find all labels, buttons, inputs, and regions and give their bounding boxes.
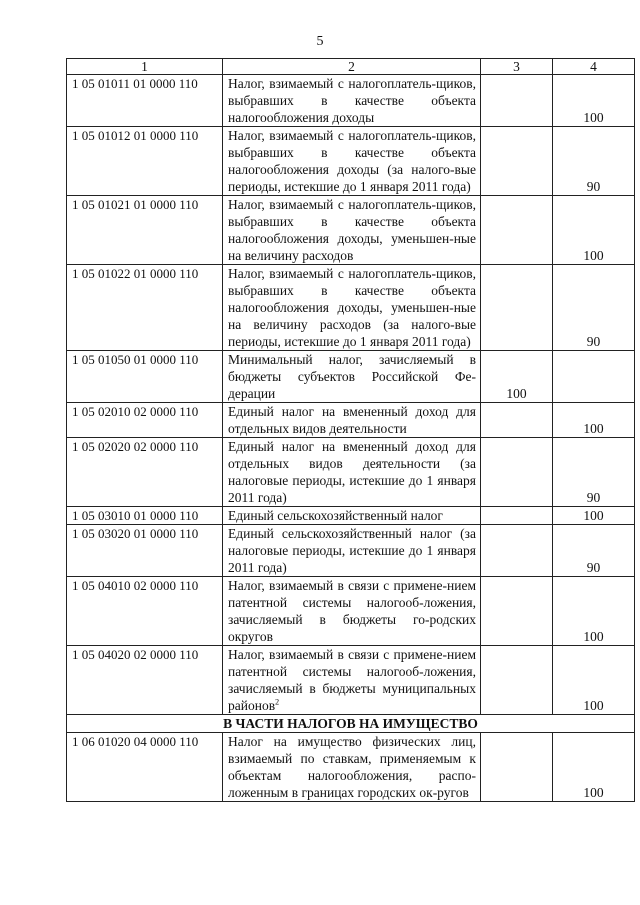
value-col4: 100 (553, 646, 635, 715)
table-row (67, 351, 635, 403)
tax-name: Налог, взимаемый с налогоплатель-щиков, выбравших в качестве объекта налогообложения доходы, уменьшен-ные на величину расходов (223, 196, 481, 265)
tax-name: Налог, взимаемый с налогоплатель-щиков, выбравших в качестве объекта налогообложения доходы (223, 75, 481, 127)
page-number: 5 (316, 34, 324, 49)
column-header: 3 (481, 59, 553, 75)
table-row (67, 733, 635, 802)
column-header: 2 (223, 59, 481, 75)
value-col3 (481, 438, 553, 507)
value-col4 (553, 351, 635, 403)
value-col4: 100 (553, 75, 635, 127)
table-row (67, 525, 635, 577)
budget-code: 1 05 03020 01 0000 110 (67, 525, 223, 577)
budget-code: 1 05 01050 01 0000 110 (67, 351, 223, 403)
value-col4: 90 (553, 265, 635, 351)
value-col3 (481, 577, 553, 646)
budget-code: 1 05 03010 01 0000 110 (67, 507, 223, 525)
budget-code: 1 06 01020 04 0000 110 (67, 733, 223, 802)
budget-code: 1 05 04010 02 0000 110 (67, 577, 223, 646)
budget-code: 1 05 01011 01 0000 110 (67, 75, 223, 127)
value-col4: 90 (553, 127, 635, 196)
tax-name: Налог, взимаемый в связи с примене-нием патентной системы налогооб-ложения, зачисляемый в бюджеты го-родских округов (223, 577, 481, 646)
table-header-row (67, 59, 635, 75)
table-row (67, 438, 635, 507)
tax-name: Налог на имущество физических лиц, взимаемый по ставкам, применяемым к объектам налогообложения, распо-ложенным в границах городских ок-ругов (223, 733, 481, 802)
table-row (67, 507, 635, 525)
tax-name: Налог, взимаемый с налогоплатель-щиков, выбравших в качестве объекта налогообложения доходы, уменьшен-ные на величину расходов (за налого-вые периоды, истекшие до 1 января 2011 года) (223, 265, 481, 351)
tax-name: Налог, взимаемый с налогоплатель-щиков, выбравших в качестве объекта налогообложения доходы (за налого-вые периоды, истекшие до 1 января 2011 года) (223, 127, 481, 196)
section-heading: В ЧАСТИ НАЛОГОВ НА ИМУЩЕСТВО (67, 715, 635, 733)
section-heading-row (67, 715, 635, 733)
table-row (67, 127, 635, 196)
value-col3 (481, 525, 553, 577)
budget-code: 1 05 02010 02 0000 110 (67, 403, 223, 438)
value-col4: 100 (553, 196, 635, 265)
value-col4: 100 (553, 403, 635, 438)
column-header: 4 (553, 59, 635, 75)
tax-name: Единый налог на вмененный доход для отдельных видов деятельности (223, 403, 481, 438)
value-col4: 90 (553, 525, 635, 577)
budget-code: 1 05 04020 02 0000 110 (67, 646, 223, 715)
value-col3 (481, 646, 553, 715)
tax-name: Единый сельскохозяйственный налог (223, 507, 481, 525)
column-header: 1 (67, 59, 223, 75)
budget-code: 1 05 01022 01 0000 110 (67, 265, 223, 351)
budget-code: 1 05 01021 01 0000 110 (67, 196, 223, 265)
tax-name: Единый сельскохозяйственный налог (за налоговые периоды, истекшие до 1 января 2011 года) (223, 525, 481, 577)
budget-code: 1 05 02020 02 0000 110 (67, 438, 223, 507)
table-row (67, 75, 635, 127)
revenue-table (66, 58, 635, 802)
value-col3: 100 (481, 351, 553, 403)
value-col3 (481, 196, 553, 265)
value-col3 (481, 75, 553, 127)
table-row (67, 196, 635, 265)
value-col3 (481, 733, 553, 802)
tax-name: Единый налог на вмененный доход для отдельных видов деятельности (за налоговые периоды, истекшие до 1 января 2011 года) (223, 438, 481, 507)
value-col4: 100 (553, 733, 635, 802)
value-col3 (481, 403, 553, 438)
value-col3 (481, 265, 553, 351)
tax-name-text: Налог, взимаемый в связи с примене-нием патентной системы налогооб-ложения, зачисляемый в бюджеты муниципальных районов (228, 647, 476, 713)
budget-code: 1 05 01012 01 0000 110 (67, 127, 223, 196)
value-col4: 90 (553, 438, 635, 507)
tax-name (223, 646, 481, 715)
table-row (67, 265, 635, 351)
value-col4: 100 (553, 577, 635, 646)
table-row (67, 646, 635, 715)
value-col3 (481, 127, 553, 196)
value-col4: 100 (553, 507, 635, 525)
table-row (67, 577, 635, 646)
table-row (67, 403, 635, 438)
value-col3 (481, 507, 553, 525)
tax-name: Минимальный налог, зачисляемый в бюджеты субъектов Российской Фе-дерации (223, 351, 481, 403)
footnote-marker: 2 (275, 697, 280, 707)
